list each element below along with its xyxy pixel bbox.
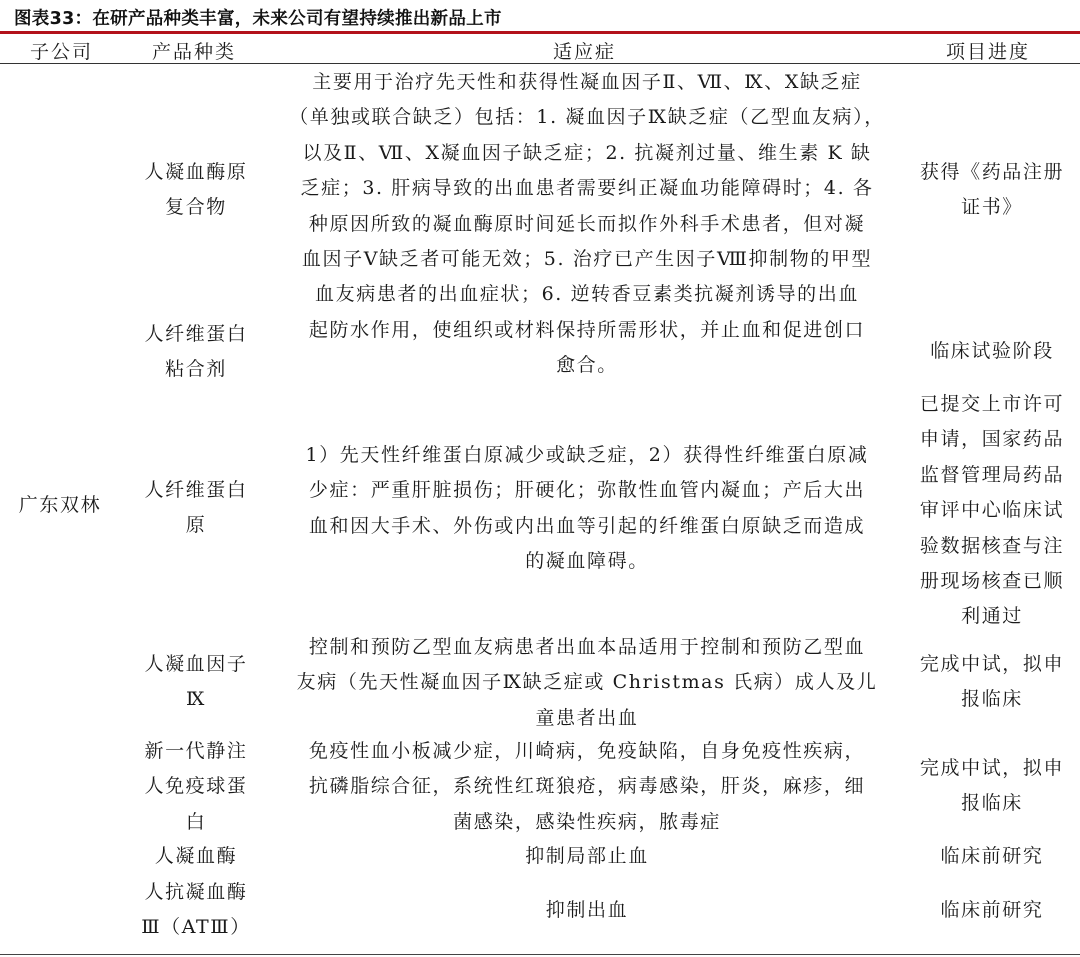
progress-cell: 临床前研究 bbox=[940, 845, 1044, 867]
indication-cell: 起防水作用，使组织或材料保持所需形状，并止血和促进创口 愈合。 bbox=[308, 319, 866, 377]
indication-cell: 主要用于治疗先天性和获得性凝血因子Ⅱ、Ⅶ、Ⅸ、Ⅹ缺乏症 （单独或联合缺乏）包括：1. 凝血因子Ⅸ缺乏症（乙型血友病）， 以及Ⅱ、Ⅶ、Ⅹ凝血因子缺乏症；2. 抗凝剂过量、维生素 K 缺 乏症；3. 肝病导致的出血患者需要纠正凝血功能障碍时；4. 各 种原因所致的凝血酶原时间延长而拟作外科手术患者，但对凝 血因子Ⅴ缺乏者可能无效；5. 治疗已产生因子Ⅷ抑制物的甲型 血友病患者的出血症状；6. 逆转香豆素类抗凝剂诱导的出血 bbox=[289, 71, 885, 306]
indication-cell: 免疫性血小板减少症，川崎病，免疫缺陷，自身免疫性疾病， 抗磷脂综合征，系统性红斑狼疮，病毒感染，肝炎，麻疹，细 菌感染，感染性疾病，脓毒症 bbox=[308, 740, 866, 833]
product-cell: 人抗凝血酶 Ⅲ（ATⅢ） bbox=[141, 881, 251, 939]
indication-cell: 抑制出血 bbox=[545, 899, 629, 921]
progress-cell: 已提交上市许可 申请，国家药品 监督管理局药品 审评中心临床试 验数据核查与注 册现场核查已顺 利通过 bbox=[919, 393, 1065, 628]
product-cell: 人凝血因子 Ⅸ bbox=[144, 653, 248, 711]
table-header bbox=[0, 34, 1080, 64]
product-cell: 人凝血酶 bbox=[154, 845, 238, 867]
progress-cell: 临床试验阶段 bbox=[930, 340, 1054, 362]
indication-cell: 抑制局部止血 bbox=[525, 845, 649, 867]
progress-cell: 完成中试，拟申 报临床 bbox=[919, 757, 1065, 815]
header-indication: 适应症 bbox=[553, 41, 617, 63]
header-product: 产品种类 bbox=[152, 41, 237, 63]
progress-cell: 完成中试，拟申 报临床 bbox=[919, 653, 1065, 711]
progress-cell: 临床前研究 bbox=[940, 899, 1044, 921]
figure-title: 图表33：在研产品种类丰富，未来公司有望持续推出新品上市 bbox=[14, 9, 502, 29]
table-bottom-border bbox=[0, 954, 1080, 955]
indication-cell: 1）先天性纤维蛋白原减少或缺乏症，2）获得性纤维蛋白原减 少症：严重肝脏损伤；肝硬化；弥散性血管内凝血；产后大出 血和因大手术、外伤或内出血等引起的纤维蛋白原缺乏而造成 的凝血障碍。 bbox=[305, 444, 869, 573]
indication-cell: 控制和预防乙型血友病患者出血本品适用于控制和预防乙型血 友病（先天性凝血因子Ⅸ缺乏症或 Christmas 氏病）成人及儿 童患者出血 bbox=[296, 636, 878, 729]
header-company: 子公司 bbox=[30, 41, 94, 63]
product-cell: 人纤维蛋白 粘合剂 bbox=[144, 323, 248, 381]
figure-title-bar bbox=[0, 0, 1080, 34]
product-cell: 人凝血酶原 复合物 bbox=[144, 161, 248, 219]
header-progress: 项目进度 bbox=[946, 41, 1031, 63]
company-cell: 广东双林 bbox=[18, 494, 102, 516]
product-cell: 新一代静注 人免疫球蛋 白 bbox=[144, 740, 248, 833]
product-cell: 人纤维蛋白 原 bbox=[144, 479, 248, 537]
progress-cell: 获得《药品注册 证书》 bbox=[919, 161, 1065, 219]
